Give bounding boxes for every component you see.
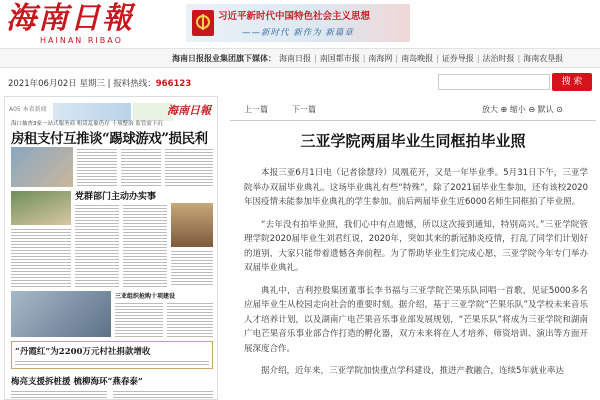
site-logo[interactable]: [6, 2, 156, 46]
paper-article-headline[interactable]: 党群部门主动办实事: [75, 192, 157, 202]
nav-link-nanhai-wang[interactable]: 南海网: [368, 53, 393, 63]
paper-photo: [171, 203, 213, 247]
article-divider: [230, 120, 596, 121]
date-bar: [0, 70, 600, 94]
nav-link-nandao-wanbao[interactable]: 南岛晚报: [401, 53, 434, 63]
zoom-controls[interactable]: 放大 ⊕ 缩小 ⊖ 默认 ⊙: [482, 105, 563, 114]
paper-subheadline: 海口抽查3家一站式服务商 租赁乱象仍存 十项整治 监管需下沉: [11, 121, 163, 127]
site-header: [0, 0, 600, 48]
article-nav: [230, 104, 596, 118]
nav-separator: |: [314, 53, 317, 63]
paper-article-headline[interactable]: “丹霞红”为2200万元村社捐款增收: [15, 347, 151, 357]
hotline-label: 报料热线：: [113, 79, 156, 89]
banner-subtitle: ——新时代 新作为 新篇章: [242, 28, 354, 38]
hotline-number: 966123: [155, 79, 192, 89]
banner-title: 习近平新时代中国特色社会主义思想: [218, 11, 371, 22]
paper-text-column: [171, 249, 213, 287]
issue-date: [8, 77, 191, 89]
prev-article-link[interactable]: 上一篇: [244, 105, 268, 114]
nav-link-fazhi-shibao[interactable]: 法治时报: [482, 53, 515, 63]
article-paragraph: “去年没有拍毕业照，我们心中有点遗憾，所以这次接到通知，特别高兴。”三亚学院管理学院2020届毕业生刘君红说，2020年，突如其来的新冠肺炎疫情，打乱了同学们计划好的道别，大家只能带着遗憾各奔前程。为了帮助毕业生们完成心愿，三亚学院今年专门举办双届毕业典礼。: [244, 219, 588, 273]
nav-separator: |: [395, 53, 399, 63]
nav-link-nanguo-dushibao[interactable]: 南国都市报: [319, 53, 360, 63]
paper-photo: [11, 191, 71, 225]
paper-text-column: [75, 203, 119, 287]
issue-date-text: 2021年06月02日 星期三: [8, 79, 105, 89]
nav-link-hainan-nongken[interactable]: 海南农垦报: [523, 53, 564, 63]
next-article-link[interactable]: 下一篇: [292, 105, 316, 114]
logo-english: HAINAN RIBAO: [40, 36, 123, 45]
paper-photo: [11, 147, 73, 187]
article-paragraph: 据介绍，近年来，三亚学院加快重点学科建设，推进产教融合，连续5年就业率达: [261, 366, 564, 376]
search-button[interactable]: 搜 索: [552, 73, 592, 91]
article-title: 三亚学院两届毕业生同框拍毕业照: [300, 132, 526, 150]
paper-mini-logo: 海南日報: [167, 104, 211, 117]
media-navbar: [0, 48, 600, 68]
article-panel: [230, 96, 596, 400]
article-paragraph: 本报三亚6月1日电（记者徐慧玲）凤凰花开，又是一年毕业季。5月31日下午，三亚学院举办双届毕业典礼。这场毕业典礼有些“特殊”，除了2021届毕业生参加，还有该校2020年因疫情未能参加毕业典礼的学生参加。前后两届毕业生近6000名师生同框拍了毕业照。: [244, 168, 588, 207]
paper-text-column: [11, 227, 71, 287]
nav-link-hainan-ribao[interactable]: 海南日报: [279, 53, 311, 63]
navbar-label: 海南日报报业集团旗下媒体：: [172, 53, 276, 63]
nav-separator: |: [517, 53, 521, 63]
paper-photo: [11, 291, 111, 337]
page-section-tag: A05 本省新闻: [9, 106, 47, 113]
search-input[interactable]: [438, 74, 550, 90]
paper-headline[interactable]: 房租支付互推谈“踢球游戏”损民利: [11, 131, 208, 147]
paper-article-headline[interactable]: 三亚组织抢购十项建设: [115, 293, 176, 300]
header-banner[interactable]: [186, 4, 410, 42]
nav-separator: |: [107, 79, 114, 89]
paper-text-column: [167, 301, 213, 337]
newspaper-page-thumbnail[interactable]: [4, 96, 218, 400]
paper-text-column: [121, 147, 161, 187]
paper-text-column: [77, 147, 117, 187]
paper-text-column: [165, 147, 213, 187]
paper-article-headline[interactable]: 梅亮支援拆桩援 梳柳海环“燕春泰”: [11, 377, 143, 387]
nav-link-zhengquan-daobao[interactable]: 证券导报: [441, 53, 474, 63]
article-paragraph: 典礼中，吉利控股集团董事长李书福与三亚学院芒果乐队同唱一首歌，见证5000多名应届毕业生从校园走向社会的重要时刻。据介绍，基于三亚学院“芒果乐队”及学校未来音乐人才培养计划，以及湖南广电芒果音乐事业部发展规划，“芒果乐队”将成为三亚学院和湖南广电芒果音乐事业部合作打造的孵化器，双方未来将在人才培养、师资培训、演出等方面开展深度合作。: [244, 285, 588, 354]
paper-text-column: [113, 389, 213, 400]
logo-chinese: 海南日報: [6, 1, 134, 36]
paper-text-column: [115, 301, 163, 337]
nav-separator: |: [362, 53, 366, 63]
paper-text-column: [11, 389, 107, 400]
nav-separator: |: [436, 53, 439, 63]
article-body: [244, 166, 588, 387]
paper-text-column: [15, 359, 209, 367]
nav-separator: |: [476, 53, 480, 63]
paper-text-column: [123, 203, 167, 287]
party-emblem-icon: [192, 10, 214, 36]
